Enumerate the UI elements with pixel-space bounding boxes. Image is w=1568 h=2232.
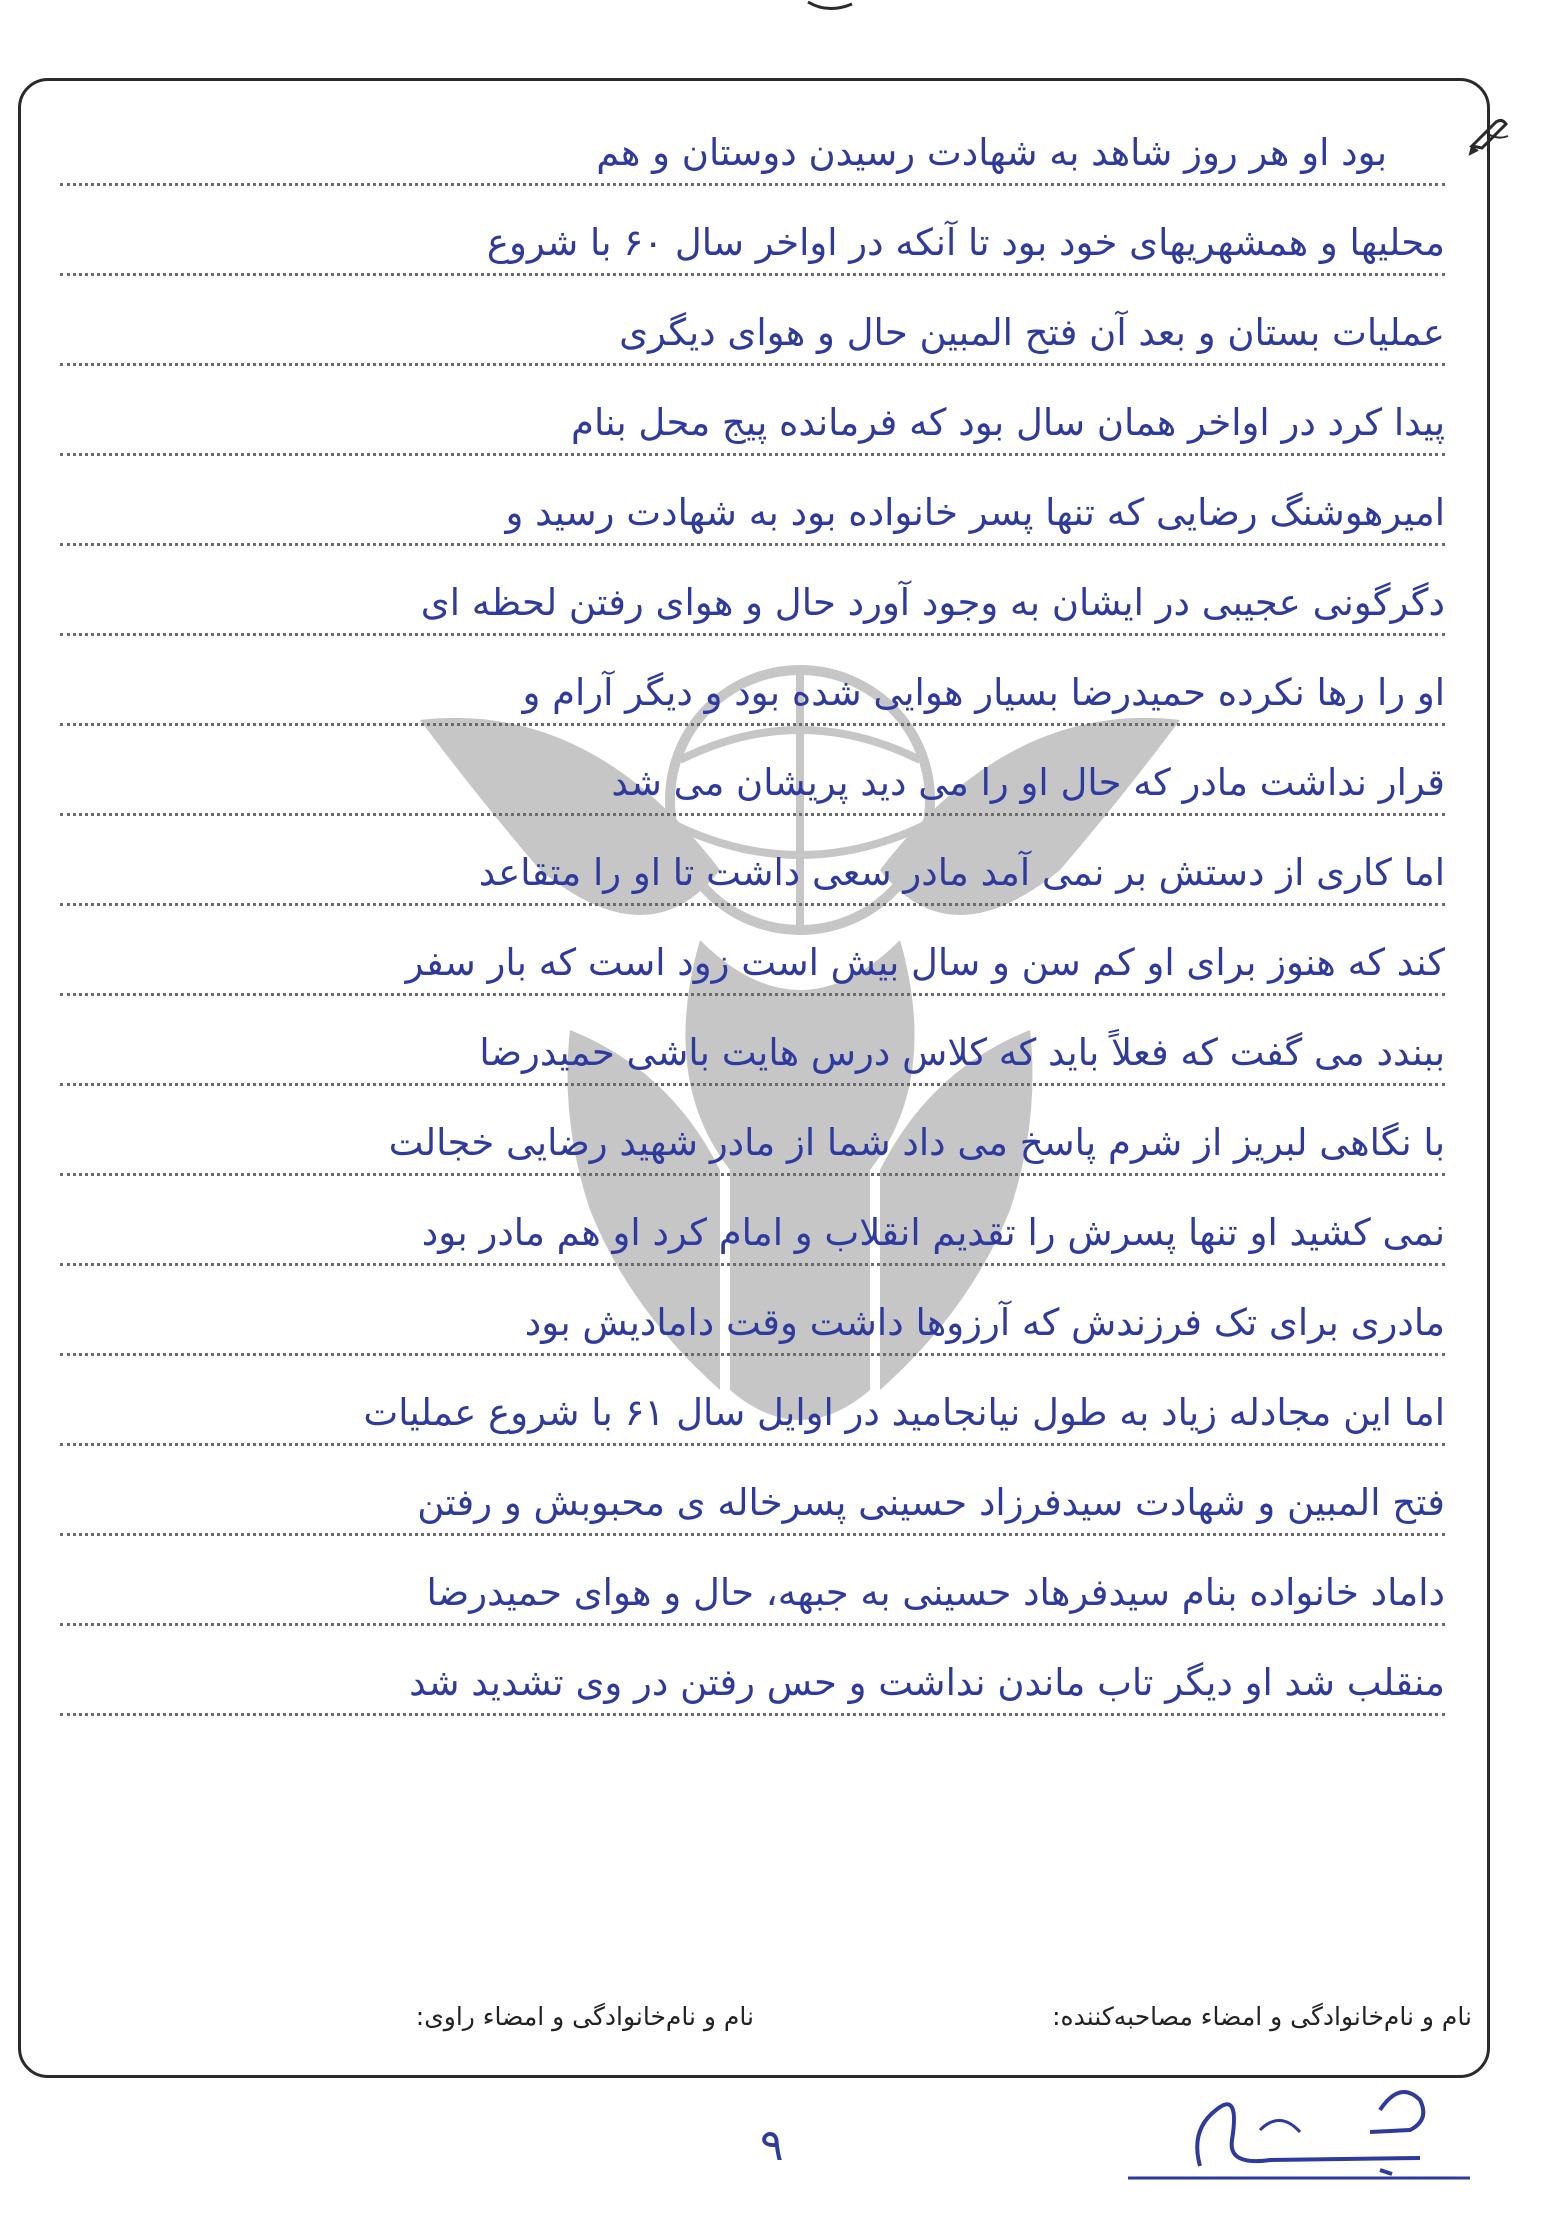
handwritten-body — [60, 120, 1445, 1740]
body-line-text: نمی کشید او تنها پسرش را تقدیم انقلاب و امام کرد او هم مادر بود — [421, 1211, 1445, 1254]
body-line-text: فتح المبین و شهادت سیدفرزاد حسینی پسرخاله ی محبوبش و رفتن — [417, 1481, 1445, 1524]
body-line — [60, 210, 1445, 300]
body-line-text: مادری برای تک فرزندش که آرزوها داشت وقت دامادیش بود — [524, 1301, 1445, 1344]
dotted-rule — [60, 813, 1445, 816]
dotted-rule — [60, 1713, 1445, 1716]
body-line-text: پیدا کرد در اواخر همان سال بود که فرمانده پیج محل بنام — [571, 401, 1445, 444]
body-line-text: دگرگونی عجیبی در ایشان به وجود آورد حال و هوای رفتن لحظه ای — [420, 581, 1445, 624]
body-line — [60, 1560, 1445, 1650]
body-line — [60, 300, 1445, 390]
body-line-text: محلیها و همشهریهای خود بود تا آنکه در اواخر سال ۶۰ با شروع — [486, 221, 1445, 264]
dotted-rule — [60, 183, 1445, 186]
interviewer-signature-label: نام و نام‌خانوادگی و امضاء مصاحبه‌کننده: — [1052, 2002, 1472, 2031]
dotted-rule — [60, 453, 1445, 456]
body-line-text: بود او هر روز شاهد به شهادت رسیدن دوستان و هم — [596, 131, 1387, 174]
narrator-signature-label: نام و نام‌خانوادگی و امضاء راوی: — [415, 2002, 754, 2031]
dotted-rule — [60, 1443, 1445, 1446]
body-line — [60, 750, 1445, 840]
pen-icon — [1468, 112, 1512, 156]
body-line — [60, 120, 1445, 210]
body-line-text: قرار نداشت مادر که حال او را می دید پریشان می شد — [611, 761, 1445, 804]
dotted-rule — [60, 1533, 1445, 1536]
dotted-rule — [60, 993, 1445, 996]
body-line-text: داماد خانواده بنام سیدفرهاد حسینی به جبهه، حال و هوای حمیدرضا — [426, 1571, 1445, 1614]
body-line — [60, 1020, 1445, 1110]
body-line-text: کند که هنوز برای او کم سن و سال بیش است زود است که بار سفر — [405, 941, 1445, 984]
body-line — [60, 660, 1445, 750]
dotted-rule — [60, 1173, 1445, 1176]
dotted-rule — [60, 1353, 1445, 1356]
body-line-text: با نگاهی لبریز از شرم پاسخ می داد شما از مادر شهید رضایی خجالت — [388, 1121, 1445, 1164]
body-line — [60, 1200, 1445, 1290]
body-line — [60, 390, 1445, 480]
body-line-text: منقلب شد او دیگر تاب ماندن نداشت و حس رفتن در وی تشدید شد — [409, 1661, 1445, 1704]
dotted-rule — [60, 1263, 1445, 1266]
body-line-text: اما کاری از دستش بر نمی آمد مادر سعی داشت تا او را متقاعد — [478, 851, 1445, 894]
body-line — [60, 1650, 1445, 1740]
body-line — [60, 1290, 1445, 1380]
dotted-rule — [60, 1083, 1445, 1086]
body-line — [60, 570, 1445, 660]
handwritten-signature-icon — [1120, 2070, 1480, 2190]
dotted-rule — [60, 543, 1445, 546]
body-line-text: او را رها نکرده حمیدرضا بسیار هوایی شده بود و دیگر آرام و — [522, 671, 1445, 714]
top-edge-mark — [800, 0, 860, 16]
body-line-text: ببندد می گفت که فعلاً باید که کلاس درس هایت باشی حمیدرضا — [479, 1031, 1445, 1074]
body-line-text: امیرهوشنگ رضایی که تنها پسر خانواده بود به شهادت رسید و — [505, 491, 1445, 534]
body-line — [60, 1380, 1445, 1470]
page-number: ۹ — [760, 2120, 784, 2171]
dotted-rule — [60, 363, 1445, 366]
dotted-rule — [60, 1623, 1445, 1626]
body-line-text: عملیات بستان و بعد آن فتح المبین حال و هوای دیگری — [619, 311, 1445, 354]
dotted-rule — [60, 723, 1445, 726]
dotted-rule — [60, 903, 1445, 906]
body-line — [60, 1470, 1445, 1560]
dotted-rule — [60, 633, 1445, 636]
body-line-text: اما این مجادله زیاد به طول نیانجامید در اوایل سال ۶۱ با شروع عملیات — [363, 1391, 1445, 1434]
body-line — [60, 840, 1445, 930]
body-line — [60, 930, 1445, 1020]
dotted-rule — [60, 273, 1445, 276]
signature-footer — [40, 2002, 1472, 2046]
body-line — [60, 480, 1445, 570]
body-line — [60, 1110, 1445, 1200]
